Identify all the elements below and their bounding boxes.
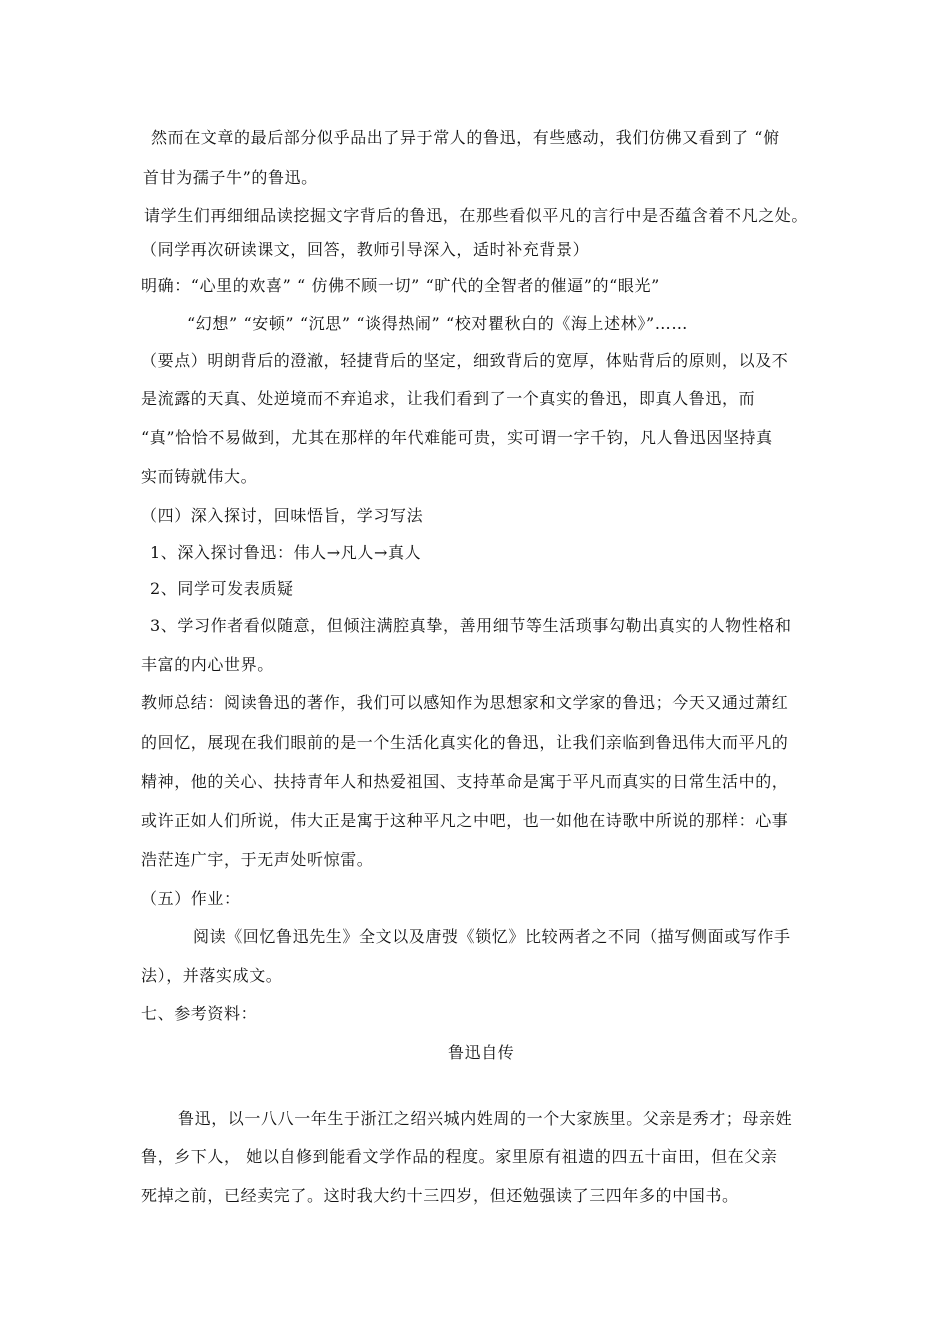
paragraph-line: 鲁迅，以一八八一年生于浙江之绍兴城内姓周的一个大家族里。父亲是秀才；母亲姓: [178, 1109, 793, 1128]
list-item: 2、同学可发表质疑: [150, 579, 294, 598]
paragraph-line: （要点）明朗背后的澄澈，轻捷背后的坚定，细致背后的宽厚，体贴背后的原则，以及不: [141, 351, 789, 370]
paragraph-line: 法），并落实成文。: [141, 966, 283, 985]
paragraph-line: “幻想” “安顿” “沉思” “谈得热闹” “校对瞿秋白的《海上述林》”……: [187, 314, 688, 333]
paragraph-line: 明确：“心里的欢喜” “ 仿佛不顾一切” “旷代的全智者的催逼”的“眼光”: [141, 276, 660, 295]
section-heading: （四）深入探讨，回味悟旨，学习写法: [141, 506, 424, 525]
paragraph-line: 精神，他的关心、扶持青年人和热爱祖国、支持革命是寓于平凡而真实的日常生活中的，: [141, 772, 789, 791]
paragraph-line: 浩茫连广宇，于无声处听惊雷。: [141, 850, 374, 869]
paragraph-line: 或许正如人们所说，伟大正是寓于这种平凡之中吧，也一如他在诗歌中所说的那样：心事: [141, 811, 789, 830]
paragraph-line: 死掉之前，已经卖完了。这时我大约十三四岁，但还勉强读了三四年多的中国书。: [141, 1186, 739, 1205]
paragraph-line: 是流露的天真、处逆境而不弃追求，让我们看到了一个真实的鲁迅，即真人鲁迅，而: [141, 389, 756, 408]
paragraph-line: “真”恰恰不易做到，尤其在那样的年代难能可贵，实可谓一字千钧，凡人鲁迅因坚持真: [141, 428, 773, 447]
paragraph-line: 请学生们再细细品读挖掘文字背后的鲁迅，在那些看似平凡的言行中是否蕴含着不凡之处。: [144, 206, 809, 225]
paragraph-line: 实而铸就伟大。: [141, 467, 258, 486]
list-item: 3、学习作者看似随意，但倾注满腔真挚，善用细节等生活琐事勾勒出真实的人物性格和: [150, 616, 792, 635]
paragraph-line: 阅读《回忆鲁迅先生》全文以及唐弢《锁忆》比较两者之不同（描写侧面或写作手: [193, 927, 791, 946]
article-title: 鲁迅自传: [448, 1043, 515, 1062]
paragraph-line: 然而在文章的最后部分似乎品出了异于常人的鲁迅，有些感动，我们仿佛又看到了 “俯: [151, 128, 780, 147]
paragraph-line: 教师总结：阅读鲁迅的著作，我们可以感知作为思想家和文学家的鲁迅；今天又通过萧红: [141, 693, 789, 712]
section-heading: 七、参考资料：: [141, 1004, 258, 1023]
list-item: 1、深入探讨鲁迅：伟人→凡人→真人: [150, 543, 422, 562]
section-heading: （五）作业：: [141, 889, 241, 908]
paragraph-line: 的回忆，展现在我们眼前的是一个生活化真实化的鲁迅，让我们亲临到鲁迅伟大而平凡的: [141, 733, 789, 752]
paragraph-line: （同学再次研读课文，回答，教师引导深入，适时补充背景）: [141, 240, 590, 259]
paragraph-line: 丰富的内心世界。: [141, 655, 274, 674]
paragraph-line: 首甘为孺子牛”的鲁迅。: [143, 168, 318, 187]
paragraph-line: 鲁，乡下人， 她以自修到能看文学作品的程度。家里原有祖遗的四五十亩田，但在父亲: [141, 1147, 778, 1166]
